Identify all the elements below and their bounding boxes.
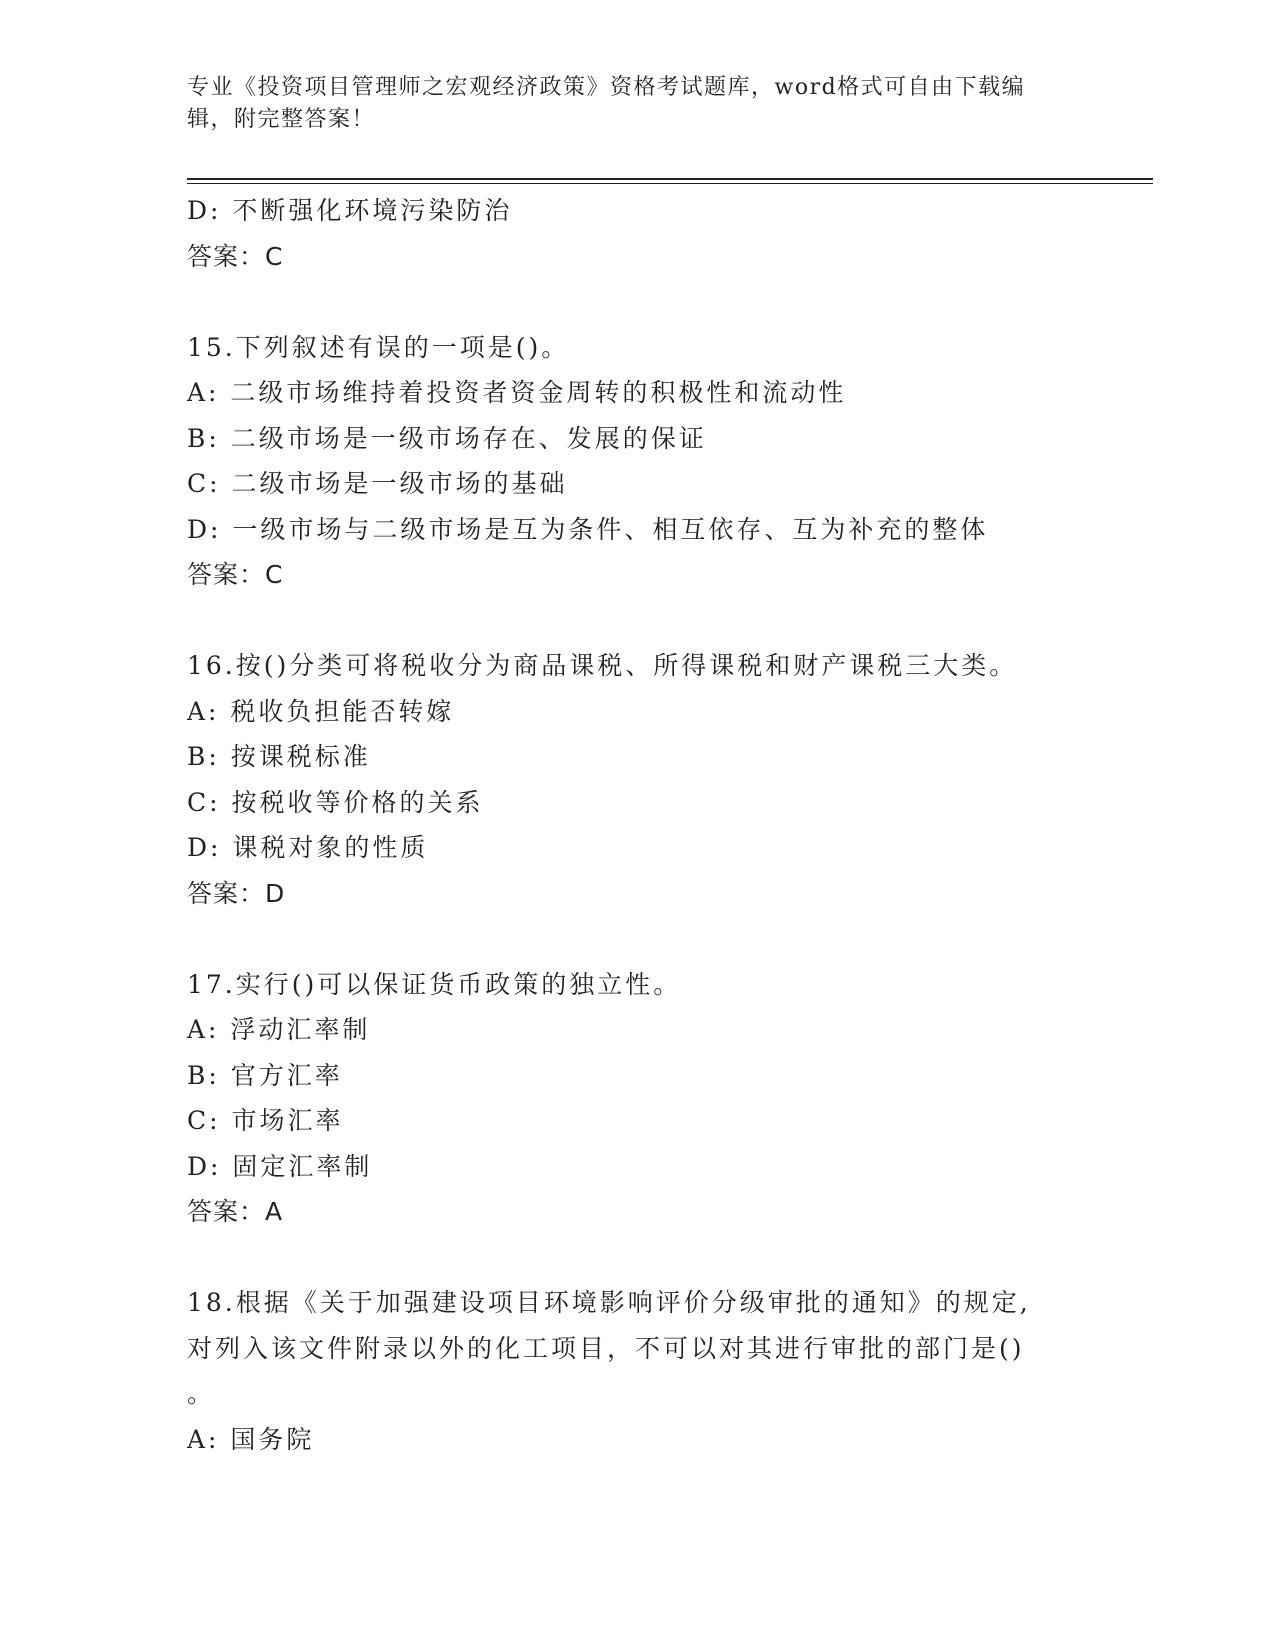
answer: 答案：D [187,878,286,908]
option-d: D: 课税对象的性质 [187,833,429,862]
document-header [187,72,1067,136]
header-divider-thick [187,178,1153,180]
question-17 [187,962,1087,1235]
answer: 答案：C [187,241,284,271]
question-18 [187,1280,1087,1462]
option-a: A: 浮动汇率制 [187,1015,371,1044]
question-14-tail [187,188,1087,279]
option-c: C: 二级市场是一级市场的基础 [187,469,568,498]
spacer [187,916,1087,962]
option-c: C: 按税收等价格的关系 [187,787,484,817]
option-d: D: 固定汇率制 [187,1151,373,1181]
option-b: B: 官方汇率 [187,1060,343,1090]
spacer [187,279,1087,325]
option-a: A: 国务院 [187,1424,315,1454]
question-stem-line-1: 18.根据《关于加强建设项目环境影响评价分级审批的通知》的规定, [187,1288,1031,1317]
question-stem: 15.下列叙述有误的一项是()。 [187,332,570,362]
question-stem: 17.实行()可以保证货币政策的独立性。 [187,969,682,999]
option-a: A: 二级市场维持着投资者资金周转的积极性和流动性 [187,378,847,407]
option-d: D: 不断强化环境污染防治 [187,196,513,225]
option-c: C: 市场汇率 [187,1106,344,1135]
question-list [187,188,1087,1462]
option-a: A: 税收负担能否转嫁 [187,696,455,726]
question-stem-line-3: 。 [187,1379,216,1408]
option-b: B: 按课税标准 [187,742,371,771]
question-stem: 16.按()分类可将税收分为商品课税、所得课税和财产课税三大类。 [187,651,1018,680]
option-b: B: 二级市场是一级市场存在、发展的保证 [187,423,707,453]
header-divider-thin [187,183,1153,184]
question-stem-line-2: 对列入该文件附录以外的化工项目，不可以对其进行审批的部门是() [187,1333,1025,1363]
option-d: D: 一级市场与二级市场是互为条件、相互依存、互为补充的整体 [187,514,989,544]
spacer [187,598,1087,644]
spacer [187,1235,1087,1281]
question-15 [187,325,1087,598]
header-text: 专业《投资项目管理师之宏观经济政策》资格考试题库，word格式可自由下载编辑，附完整答案！ [187,75,1026,132]
question-16 [187,643,1087,916]
answer: 答案：C [187,560,284,589]
answer: 答案：A [187,1197,284,1226]
